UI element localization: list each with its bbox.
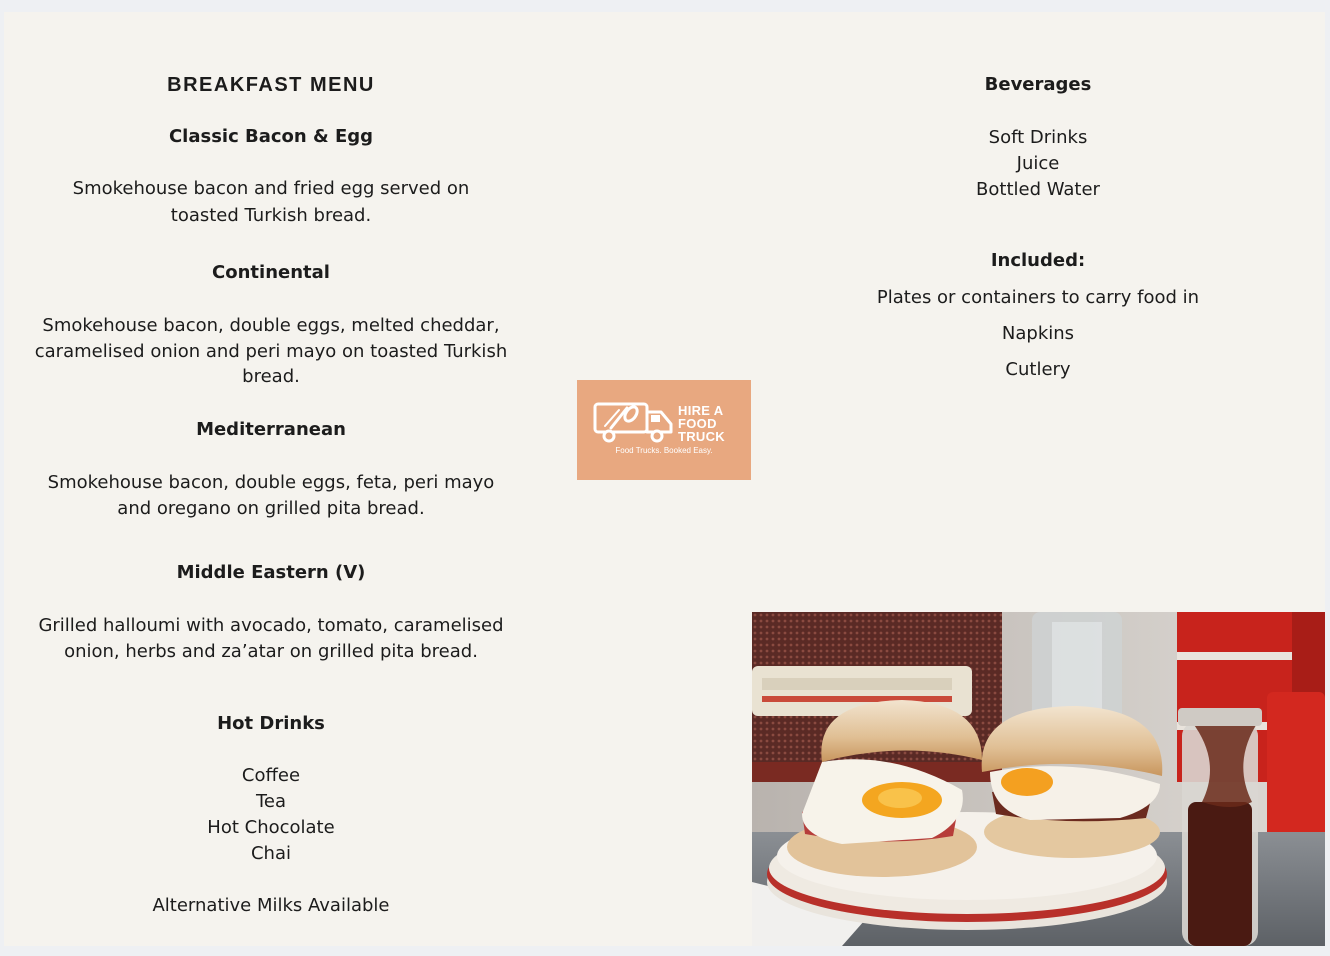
hot-drink-item: Chai bbox=[250, 843, 291, 864]
hot-drink-item: Hot Chocolate bbox=[207, 817, 335, 838]
hot-drinks-title: Hot Drinks bbox=[217, 713, 325, 734]
item-name: Middle Eastern (V) bbox=[176, 562, 366, 583]
beverages-column bbox=[840, 12, 1236, 512]
breakfast-photo-illustration bbox=[752, 612, 1325, 946]
logo-line: TRUCK bbox=[678, 429, 725, 444]
logo-line: HIRE A bbox=[678, 403, 724, 418]
item-name: Continental bbox=[212, 262, 330, 283]
beverage-item: Juice bbox=[1016, 153, 1060, 174]
included-item: Plates or containers to carry food in bbox=[876, 287, 1200, 308]
food-truck-icon bbox=[593, 400, 675, 444]
item-description: toasted Turkish bread. bbox=[170, 205, 372, 226]
item-description: Smokehouse bacon and fried egg served on bbox=[72, 178, 470, 199]
item-name: Mediterranean bbox=[196, 419, 346, 440]
beverages-title: Beverages bbox=[984, 74, 1092, 95]
menu-page bbox=[4, 12, 1325, 946]
included-title: Included: bbox=[990, 250, 1086, 271]
hot-drink-item: Coffee bbox=[241, 765, 301, 786]
item-description: onion, herbs and za’atar on grilled pita bread. bbox=[64, 641, 478, 662]
alt-milks-note: Alternative Milks Available bbox=[152, 895, 390, 916]
included-item: Cutlery bbox=[1005, 359, 1071, 380]
beverage-item: Soft Drinks bbox=[988, 127, 1088, 148]
item-description: and oregano on grilled pita bread. bbox=[117, 498, 425, 519]
logo-line: FOOD bbox=[678, 416, 717, 431]
beverage-item: Bottled Water bbox=[976, 179, 1100, 200]
item-name: Classic Bacon & Egg bbox=[168, 126, 374, 147]
menu-title: BREAKFAST MENU bbox=[167, 74, 375, 96]
item-description: Grilled halloumi with avocado, tomato, caramelised bbox=[38, 615, 504, 636]
breakfast-column bbox=[14, 12, 528, 946]
breakfast-rolls-photo bbox=[752, 612, 1325, 946]
item-description: Smokehouse bacon, double eggs, melted cheddar, bbox=[42, 315, 500, 336]
item-description: caramelised onion and peri mayo on toasted Turkish bbox=[34, 341, 508, 362]
logo-tagline: Food Trucks. Booked Easy. bbox=[615, 446, 713, 455]
logo-wordmark bbox=[678, 404, 725, 443]
item-description: Smokehouse bacon, double eggs, feta, peri mayo bbox=[47, 472, 495, 493]
hire-a-food-truck-logo bbox=[577, 380, 751, 480]
item-description: bread. bbox=[242, 366, 300, 387]
included-item: Napkins bbox=[1001, 323, 1075, 344]
hot-drink-item: Tea bbox=[255, 791, 287, 812]
